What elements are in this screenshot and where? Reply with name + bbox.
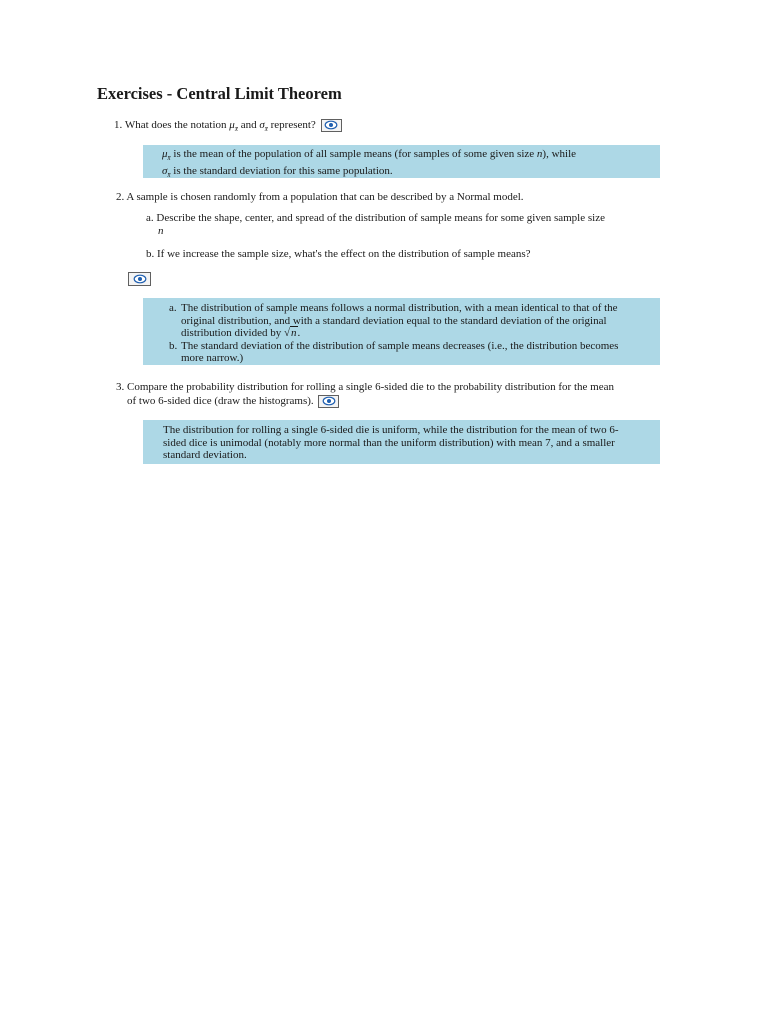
toggle-answer-2-button[interactable] — [128, 272, 151, 286]
question-1 — [114, 118, 342, 136]
sigma-xbar-symbol: $\sigma_{x̄}$ — [162, 164, 171, 179]
eye-icon — [322, 397, 335, 406]
question-2a-mark: a. — [146, 212, 154, 224]
eye-icon — [133, 275, 146, 284]
question-3-line-1: Compare the probability distribution for rolling a single 6-sided die to the probability distribution for the mean — [127, 381, 614, 393]
answer-1-box — [143, 145, 660, 178]
question-1-text-post: represent? — [270, 119, 316, 131]
question-3 — [116, 380, 686, 408]
question-2b-text: If we increase the sample size, what's the effect on the distribution of sample means? — [157, 248, 531, 260]
page-title: Exercises - Central Limit Theorem — [97, 84, 342, 103]
mu-xbar-symbol: $\mu_{x̄}$ — [162, 148, 171, 163]
answer-3-text: The distribution for rolling a single 6-sided die is uniform, while the distribution for the mean of two 6-sided dice is unimodal (notably more normal than the uniform distribution) with mean 7, and a smaller standard deviation. — [163, 424, 619, 461]
answer-2-list — [163, 302, 640, 365]
question-1-text-pre: What does the notation — [124, 119, 227, 131]
question-2a-text: Describe the shape, center, and spread of the distribution of sample means for some given sample size — [156, 212, 605, 224]
answer-3-box — [143, 420, 660, 464]
mu-xbar-symbol: $\mu_{x̄}$ — [229, 119, 238, 134]
question-2b — [146, 247, 531, 261]
question-2-text: A sample is chosen randomly from a population that can be described by a Normal model. — [126, 191, 524, 203]
question-1-and: and — [240, 119, 257, 131]
question-2a — [146, 212, 676, 238]
question-2-number: 2. — [116, 191, 125, 203]
question-2b-mark: b. — [146, 248, 155, 260]
answer-2b: b. The standard deviation of the distribution of sample means decreases (i.e., the distribution becomes more narrow.) — [169, 339, 619, 364]
eye-icon — [325, 121, 338, 130]
answer-2a: a. The distribution of sample means follows a normal distribution, with a mean identical to that of the original distribution, and with a standard deviation equal to the standard deviation of the original distribution divided by √n. — [169, 302, 618, 339]
answer-2-box — [143, 298, 660, 365]
sigma-xbar-symbol: $\sigma_{x̄}$ — [259, 119, 268, 134]
sqrt-n: √n — [283, 327, 297, 339]
toggle-answer-1-button[interactable] — [321, 119, 342, 132]
question-2 — [116, 190, 524, 204]
answer-1-line-1: $\mu_{x̄}$ is the mean of the population of all sample means (for samples of some given size n), while — [162, 148, 577, 163]
question-3-number: 3. — [116, 381, 125, 393]
question-1-number: 1. — [114, 119, 123, 131]
question-3-line-2: of two 6-sided dice (draw the histograms). — [127, 395, 314, 407]
toggle-answer-3-button[interactable] — [318, 395, 339, 408]
answer-1-line-2: $\sigma_{x̄}$ is the standard deviation for this same population. — [162, 164, 393, 179]
question-2a-n: n — [158, 225, 164, 237]
